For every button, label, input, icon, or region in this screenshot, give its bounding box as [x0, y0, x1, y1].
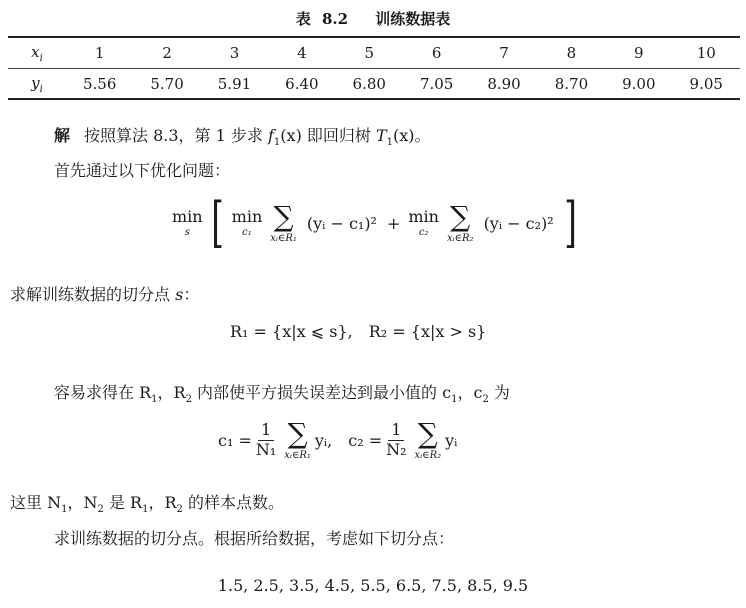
- paragraph-candidate-points: 求训练数据的切分点。根据所给数据，考虑如下切分点：: [54, 529, 455, 548]
- table-row-x: [8, 38, 740, 69]
- y-cell: 5.56: [82, 75, 117, 93]
- term-2: (yᵢ − c₂)²: [483, 213, 554, 233]
- x-cell: 3: [201, 38, 268, 69]
- x-cell: 7: [470, 38, 537, 69]
- y-cell: 9.05: [689, 75, 723, 93]
- x-cell: 8: [538, 38, 605, 69]
- caption-number: 8.2: [321, 10, 349, 28]
- term-1: (yᵢ − c₁)²: [306, 213, 377, 233]
- sum-r1: ∑ xᵢ∈R₁: [270, 199, 297, 244]
- caption-label: 表: [295, 10, 311, 28]
- y-cell: 7.05: [419, 75, 454, 93]
- paragraph-sample-count: 这里 $N_1$，$N_2$ 是 $R_1$，$R_2$ 的样本点数。: [10, 493, 284, 516]
- x-cell: 2: [133, 38, 200, 69]
- fraction-1-over-n1: $\frac{1}{\text{N₁}}$: [255, 420, 277, 459]
- paragraph-optimization: 首先通过以下优化问题：: [54, 161, 231, 180]
- split-points-list: 1.5, 2.5, 3.5, 4.5, 5.5, 6.5, 7.5, 8.5, 9.5: [217, 576, 529, 595]
- sum-r2: ∑ xᵢ∈R₂: [446, 199, 474, 244]
- y-cell: 6.40: [285, 75, 319, 93]
- region-formula: [230, 322, 486, 341]
- yi-1: yᵢ,: [314, 430, 333, 450]
- table-row-y: [8, 69, 740, 100]
- plus-sign: +: [386, 213, 401, 233]
- x-header: $x_i$: [8, 38, 66, 69]
- x-cell: 6: [403, 38, 470, 69]
- min-over-s: min s: [172, 206, 203, 238]
- x-cell: 1: [66, 38, 133, 69]
- c2-lhs: c₂ =: [348, 430, 383, 450]
- left-bracket: [: [210, 191, 224, 254]
- min-over-c1: min c₁: [231, 206, 263, 238]
- y-cell: 8.70: [554, 75, 589, 93]
- x-cell: 4: [268, 38, 335, 69]
- sum-r1-mean: ∑ xᵢ∈R₁: [284, 416, 311, 461]
- paragraph-split-point: 求解训练数据的切分点 s：: [10, 285, 200, 304]
- y-header: $y_i$: [31, 73, 43, 95]
- region-2: R₂ = {x|x > s}: [368, 322, 487, 341]
- y-cell: 8.90: [487, 75, 521, 93]
- table-caption: [0, 8, 746, 29]
- y-cell: 6.80: [352, 75, 386, 93]
- y-cell: 5.91: [217, 75, 252, 93]
- region-1: R₁ = {x|x ⩽ s},: [230, 322, 353, 341]
- solution-label: 解: [54, 126, 71, 145]
- sum-r2-mean: ∑ xᵢ∈R₂: [414, 416, 442, 461]
- x-cell: 9: [605, 38, 672, 69]
- x-cell: 5: [336, 38, 403, 69]
- paragraph-minimum: 容易求得在 $R_1$，$R_2$ 内部使平方损失误差达到最小值的 $c_1$，$c_2$ 为: [54, 383, 510, 406]
- optimization-formula: [168, 190, 581, 256]
- mean-formula: [218, 410, 457, 470]
- yi-2: yᵢ: [445, 430, 458, 450]
- right-bracket: ]: [563, 191, 577, 254]
- fraction-1-over-n2: $\frac{1}{\text{N₂}}$: [386, 420, 407, 459]
- solution-line: 解 按照算法 8.3，第 1 步求 $f_1(x)$ 即回归树 $T_1(x)$。: [54, 126, 431, 149]
- min-over-c2: min c₂: [408, 206, 439, 238]
- y-cell: 9.00: [622, 75, 656, 93]
- y-cell: 5.70: [150, 75, 184, 93]
- caption-title: 训练数据表: [375, 10, 451, 28]
- training-data-table: [8, 38, 740, 99]
- x-cell: 10: [673, 38, 740, 69]
- c1-lhs: c₁ =: [218, 430, 252, 450]
